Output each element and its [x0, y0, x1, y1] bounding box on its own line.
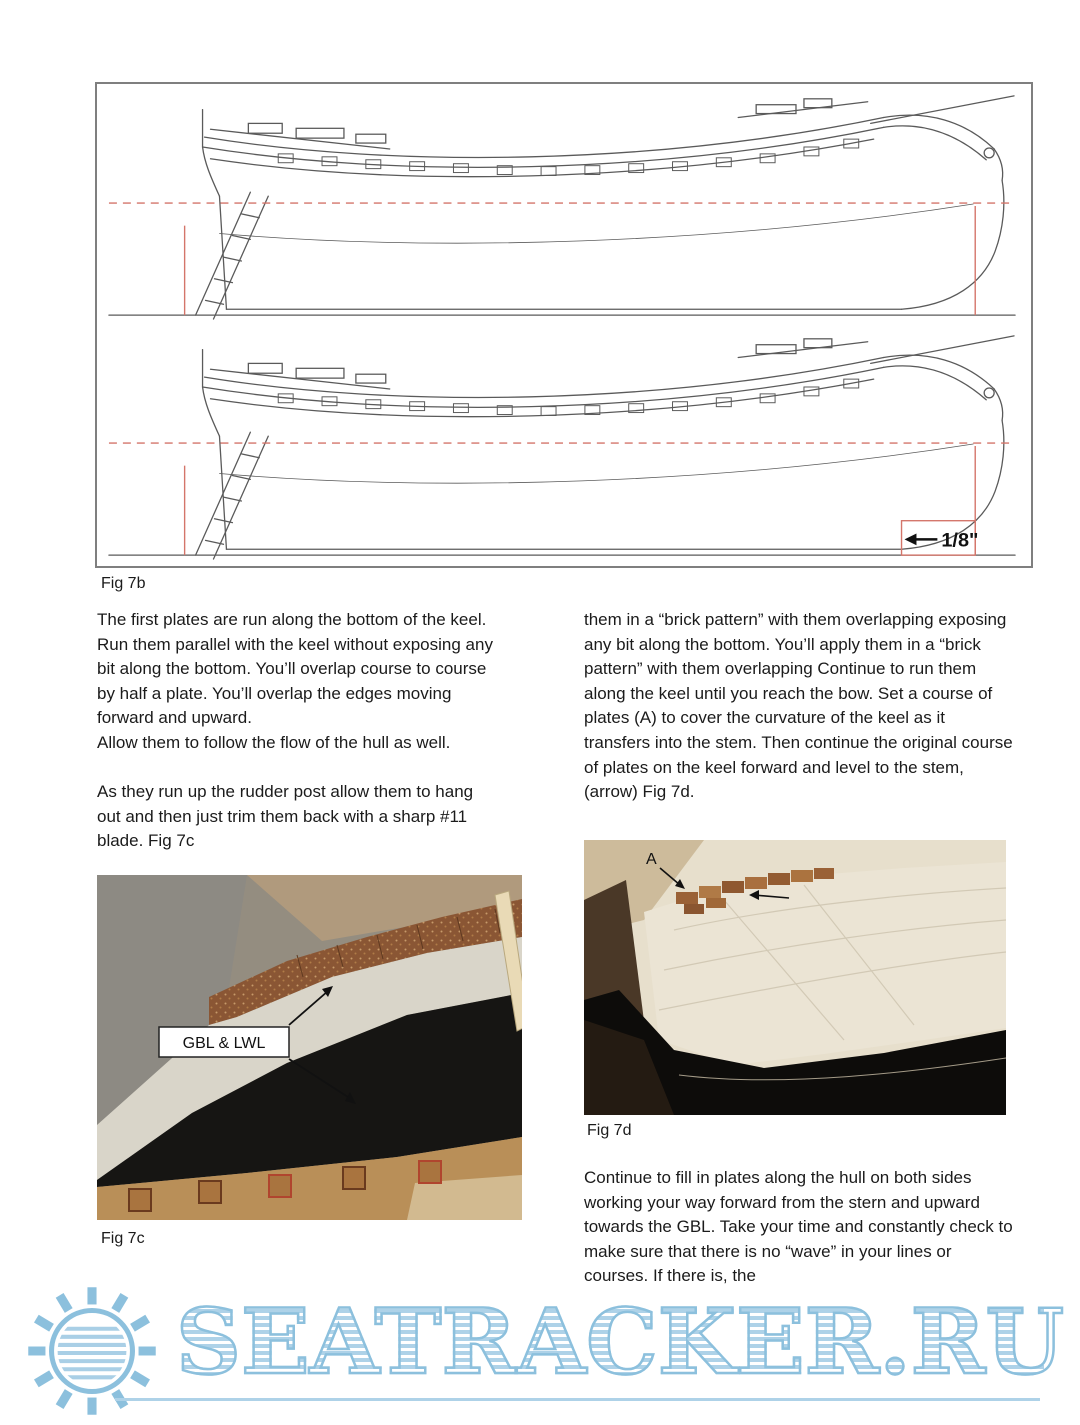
- figure-7b-frame: [95, 82, 1033, 568]
- figure-7b-caption: Fig 7b: [101, 575, 146, 592]
- watermark-underline: [115, 1398, 1040, 1401]
- hull-lines: [109, 336, 1015, 559]
- paragraph: Continue to fill in plates along the hull on both sides working your way forward from the stern and upward towards the GBL. Take your time and constantly check to make sure that there is no “wave” in your lines or courses. If there is, the: [584, 1168, 1013, 1286]
- figure-7d-caption: Fig 7d: [587, 1122, 632, 1139]
- a-label: A: [646, 851, 657, 868]
- model-hull-bow-photo: [584, 840, 1006, 1115]
- annotation-text: 1/8": [941, 529, 979, 552]
- hull-lines: [109, 96, 1015, 319]
- paragraph: The first plates are run along the bottom of the keel. Run them parallel with the keel without exposing any bit along the bottom. You’ll overlap course to course by half a plate. You’ll overlap the edges moving forward and upward.: [97, 610, 493, 728]
- right-column: [584, 608, 1014, 805]
- ship-hull-drawing-bottom: [99, 328, 1025, 562]
- watermark-text: SEATRACKER.RU: [176, 1289, 1064, 1395]
- paragraph: Allow them to follow the flow of the hull as well.: [97, 732, 451, 752]
- model-hull-stern-photo: [97, 875, 522, 1220]
- figure-7c-caption: Fig 7c: [101, 1230, 145, 1247]
- reference-lines-red: [109, 203, 1015, 315]
- paragraph: them in a “brick pattern” with them overlapping exposing any bit along the bottom. You’ll apply them in a “brick pattern” with them overlapping Continue to run them along the keel until you reach the bow. Set a course of plates (A) to cover the curvature of the keel as it transfers into the stem. Then continue the original course of plates on the keel forward and level to the stem, (arrow) Fig 7d.: [584, 610, 1013, 802]
- gunports: [278, 139, 858, 175]
- sun-stripes: [52, 1329, 133, 1378]
- right-column-continued: [584, 1166, 1016, 1289]
- paragraph: As they run up the rudder post allow them to hang out and then just trim them back with a sharp #11 blade. Fig 7c: [97, 782, 474, 851]
- left-column: [97, 608, 495, 854]
- figure-7d-photo: [584, 840, 1006, 1115]
- reference-lines-red: [109, 443, 1015, 555]
- ship-hull-drawing-top: [99, 88, 1025, 322]
- gbl-lwl-label: GBL & LWL: [182, 1035, 266, 1052]
- gunports: [278, 379, 858, 415]
- figure-7c-photo: [97, 875, 522, 1220]
